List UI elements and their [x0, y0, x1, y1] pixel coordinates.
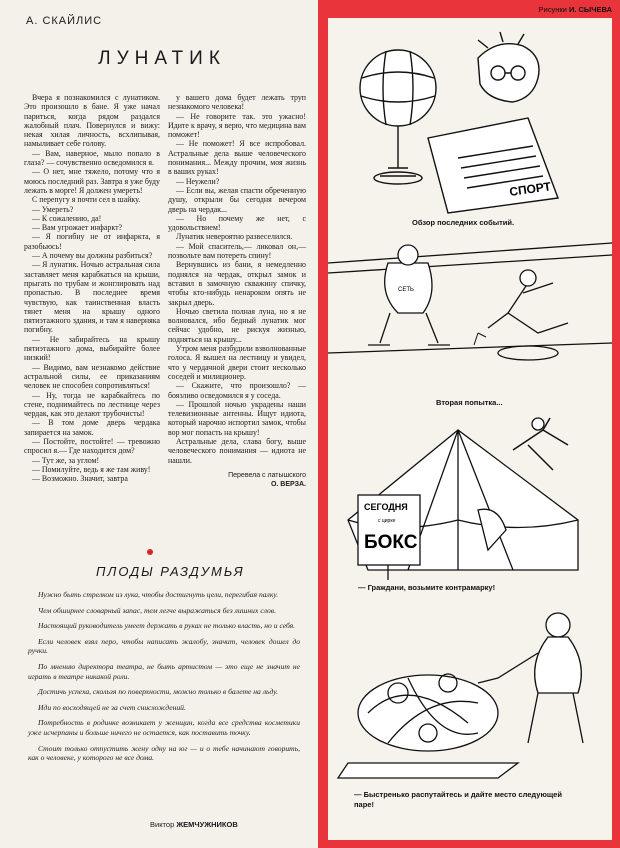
story-paragraph: Лунатик невероятно развеселился.	[176, 232, 293, 242]
aphorism-item: По мнению директора театра, не быть артистом — это еще не значит не играть в театре никакой роли.	[28, 661, 300, 681]
panel3-poster-main: БОКС	[364, 532, 418, 553]
story-paragraph: — Видимо, вам незнакомо действие астральной силы, ее приказаниям человек не способен сопротивляться!	[24, 362, 160, 391]
story-paragraph: Ночью светила полная луна, но я не волновался, ибо бедный лунатик мог сейчас удобно, не рискуя жизнью, подняться на крышу...	[168, 306, 306, 344]
panel3-poster-small: с цирке	[378, 518, 396, 524]
story-paragraph: Утром меня разбудили взволнованные голоса. Я вышел на лестницу и увидел, что у чердачной двери стоит несколько соседей и милиционер.	[168, 344, 306, 381]
story-paragraph: — Не поможет! Я все испробовал. Астральные дела выше человеческого понимания... Между прочим, моя жизнь в ваших руках!	[168, 139, 306, 177]
panel2-shirt-text: СЕТЬ	[398, 287, 414, 293]
aphorisms-heading: ПЛОДЫ РАЗДУМЬЯ	[96, 564, 245, 579]
story-paragraph: — Вам, наверное, мыло попало в глаза? — сочувственно осведомился я.	[24, 148, 160, 168]
story-paragraph: Вчера я познакомился с лунатиком. Это произошло в бане. Я уже начал париться, когда рядом раздался жалобный плач. Повернулся и вижу: некая хилая личность, всхлипывая, намыливает себе голову.	[24, 93, 160, 149]
story-paragraph: — Не говорите так. это ужасно! Идите к врачу, я верю, что медицина вам поможет!	[168, 111, 306, 140]
panel4-caption-line2: паре!	[354, 799, 374, 809]
aphorism-item: Иди по восходящей не за счет снисхождений.	[38, 702, 186, 712]
aphorisms-author-first: Виктор	[150, 820, 175, 829]
aphorism-item: Достичь успеха, скользя по поверхности, можно только в балете на льду.	[38, 687, 278, 697]
aphorisms-author-last: ЖЕМЧУЖНИКОВ	[176, 820, 238, 829]
story-paragraph: — Я погибну не от инфаркта, я разобьюсь!	[24, 232, 160, 251]
translator-label: Перевела с латышского	[228, 471, 306, 479]
story-paragraph: — Скажите, что произошло? — боязливо осведомился я у соседа.	[168, 381, 306, 400]
story-title: ЛУНАТИК	[98, 48, 226, 69]
aphorism-item: Потребность в родинке возникает у женщин, когда все средства косметики уже исчерпаны и больше ничего не остается, как поставить точку.	[28, 718, 300, 737]
story-paragraph: — Вам угрожает инфаркт?	[32, 223, 123, 233]
credit-label: Рисунки	[538, 5, 567, 14]
story-paragraph: — О нет, мне тяжело, потому что я моюсь последний раз. Завтра я уже буду лежать в морге! Я должен умереть!	[24, 167, 160, 195]
story-paragraph: — А почему вы должны разбиться?	[32, 251, 153, 261]
story-paragraph: С перепугу я почти сел в шайку.	[32, 195, 141, 205]
story-paragraph: — Помилуйте, ведь я же там живу!	[32, 464, 151, 474]
panel1-caption: Обзор последних событий.	[412, 218, 515, 227]
aphorism-item: Настоящий руководитель умеет держать в руках не только власть, но и себя.	[38, 621, 296, 631]
story-paragraph: Астральные дела, слава богу, выше человеческого понимания — идиота не нашли.	[168, 436, 306, 465]
story-author: А. СКАЙЛИС	[26, 15, 103, 27]
story-paragraph: — Мой спаситель,— ликовал он,— позвольте вам потереть спину!	[168, 241, 306, 261]
story-column-2	[168, 93, 306, 489]
story-paragraph: — К сожалению, да!	[32, 213, 102, 223]
cartoon-panel-2	[328, 233, 612, 393]
story-paragraph: — Неужели?	[176, 176, 220, 186]
panel3-caption: — Граждани, возьмите контрамарку!	[358, 583, 496, 592]
story-column-1	[24, 93, 160, 483]
story-paragraph: — Я лунатик. Ночью астральная сила заставляет меня карабкаться на крыши, прыгать по трубам и жонглировать над пропастью. В последнее время чувствую, как таинственная власть тянет меня на крышу одного пятиэтажного здания, и там я наверняка погибну.	[24, 260, 160, 335]
credit-name: И. СЫЧЕВА	[568, 5, 612, 14]
aphorism-item: Чем обширнее словарный запас, тем легче выражаться без лишних слов.	[38, 605, 276, 615]
cartoon-panel-4	[328, 603, 612, 783]
translator-name: О. ВЕРЗА.	[270, 480, 306, 488]
story-paragraph: — В том доме дверь чердака запирается на замок.	[24, 418, 160, 437]
story-paragraph: — Но почему же нет, с удовольствием!	[168, 213, 306, 233]
story-paragraph: — Постойте, постойте! — тревожно спросил я.— Где находится дом?	[24, 436, 160, 456]
aphorism-item: Нужно быть стрелком из лука, чтобы достигнуть цели, перегибая палку.	[38, 590, 279, 599]
story-paragraph: — Возможно. Значит, завтра	[32, 474, 128, 484]
story-paragraph: — Ну, тогда не карабкайтесь по стене, поднимайтесь по лестнице через чердак, как это делают трубочисты!	[24, 390, 160, 419]
translator-credit	[168, 471, 306, 489]
story-paragraph: — Не забирайтесь на крышу пятиэтажного дома, выбирайте более низкий!	[24, 334, 160, 363]
story-paragraph: — Тут же, за углом!	[32, 455, 100, 465]
cartoon-column	[318, 0, 620, 848]
panel3-poster-top: СЕГОДНЯ	[364, 502, 408, 512]
illustration-credit	[539, 5, 612, 14]
cartoon-panel-3	[328, 410, 612, 580]
panel4-caption	[354, 790, 604, 809]
cartoon-panels	[328, 18, 612, 840]
aphorisms-list	[28, 590, 300, 769]
panel4-caption-line1: — Быстренько распутайтесь и дайте место следующей	[354, 790, 562, 799]
panel2-caption: Вторая попытка...	[436, 398, 503, 407]
story-paragraph: — Если вы, желая спасти обреченную душу, открыли бы сегодня вечером дверь на чердак...	[168, 185, 306, 214]
aphorism-item: Если человек взял перо, чтобы написать жалобу, значит, человек дошел до ручки.	[28, 636, 300, 656]
story-paragraph: Вернувшись из бани, я немедленно поднялся на чердак, открыл замок и вставил в замочную скважину спичку, чтобы кто-нибудь ненароком опять не закрыл дверь.	[168, 260, 306, 307]
story-paragraph: у вашего дома будет лежать труп незнакомого человека!	[168, 93, 306, 112]
story-paragraph: — Прошлой ночью украдены наши телевизионные антенны. Ищут идиота, который нарочно испортил замок, чтобы вор мог попасть на крышу!	[168, 399, 306, 437]
aphorisms-author	[150, 820, 238, 829]
story-paragraph: — Умереть?	[32, 204, 74, 214]
panel1-newspaper-text: СПОРТ	[508, 179, 552, 199]
aphorism-item: Стоит только отпустить жену одну на юг — и о тебе начинают говорить, как о человеке, у которого не все дома.	[28, 743, 300, 763]
cartoon-panel-1	[328, 18, 612, 218]
section-dot-ornament	[147, 549, 153, 555]
